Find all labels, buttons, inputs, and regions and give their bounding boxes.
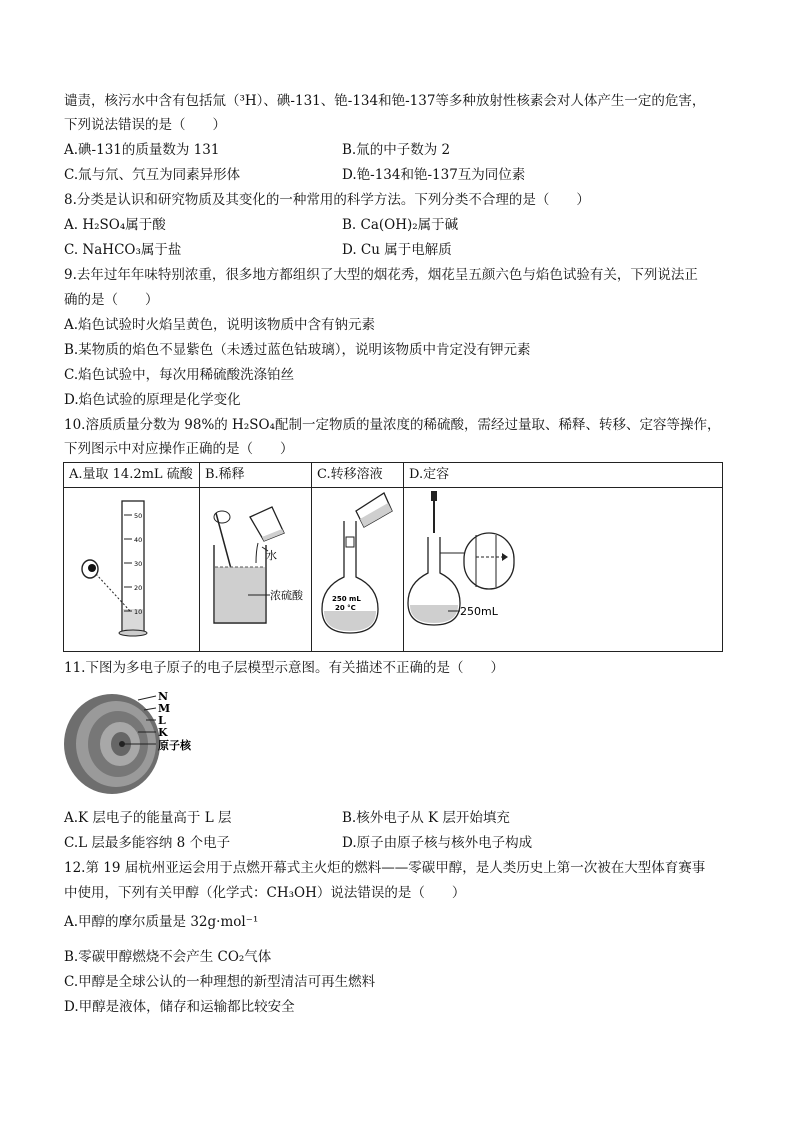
q12-stem-line1: 12.第 19 届杭州亚运会用于点燃开幕式主火炬的燃料——零碳甲醇，是人类历史上第一次被在大型体育赛事 bbox=[64, 860, 706, 876]
shell-label-n: N bbox=[158, 690, 169, 703]
q7-stem-line2: 下列说法错误的是（ ） bbox=[64, 117, 226, 133]
q11-option-c: C.L 层最多能容纳 8 个电子 bbox=[64, 835, 231, 851]
q12-stem-line2: 中使用，下列有关甲醇（化学式：CH₃OH）说法错误的是（ ） bbox=[64, 885, 466, 901]
q12-option-d: D.甲醇是液体，储存和运输都比较安全 bbox=[64, 999, 295, 1015]
q8-option-a: A. H₂SO₄属于酸 bbox=[64, 217, 166, 233]
q7-option-b: B.氚的中子数为 2 bbox=[342, 142, 451, 158]
q8-option-b: B. Ca(OH)₂属于碱 bbox=[342, 217, 459, 233]
water-label: 水 bbox=[266, 549, 277, 562]
graduated-cylinder-figure bbox=[64, 487, 200, 651]
shell-label-k: K bbox=[158, 726, 168, 739]
tick-20: 20 bbox=[134, 584, 143, 592]
q7-option-c: C.氚与氘、氕互为同素异形体 bbox=[64, 167, 241, 183]
acid-label: 浓硫酸 bbox=[270, 589, 303, 602]
q9-stem-line2: 确的是（ ） bbox=[64, 292, 159, 308]
q12-option-b: B.零碳甲醇燃烧不会产生 CO₂气体 bbox=[64, 949, 272, 965]
q10-stem-line1: 10.溶质质量分数为 98%的 H₂SO₄配制一定物质的量浓度的稀硫酸，需经过量取、稀释、转移、定容等操作， bbox=[64, 417, 721, 433]
nucleus-label: 原子核 bbox=[158, 739, 191, 752]
cell-b bbox=[200, 463, 312, 651]
q9-option-d: D.焰色试验的原理是化学变化 bbox=[64, 392, 241, 408]
making-up-volume-figure bbox=[404, 487, 534, 651]
tick-10: 10 bbox=[134, 608, 143, 616]
q7-option-d: D.铯-134和铯-137互为同位素 bbox=[342, 167, 526, 183]
q12-option-c: C.甲醇是全球公认的一种理想的新型清洁可再生燃料 bbox=[64, 974, 376, 990]
q8-stem: 8.分类是认识和研究物质及其变化的一种常用的科学方法。下列分类不合理的是（ ） bbox=[64, 192, 590, 208]
q9-option-b: B.某物质的焰色不显紫色（未透过蓝色钴玻璃），说明该物质中肯定没有钾元素 bbox=[64, 342, 531, 358]
cell-d bbox=[404, 463, 722, 651]
q11-option-d: D.原子由原子核与核外电子构成 bbox=[342, 835, 533, 851]
q7-option-a: A.碘-131的质量数为 131 bbox=[64, 142, 220, 158]
cell-d-label: D.定容 bbox=[409, 467, 450, 482]
q11-option-a: A.K 层电子的能量高于 L 层 bbox=[64, 810, 232, 826]
dilution-beaker-figure bbox=[200, 487, 312, 651]
tick-30: 30 bbox=[134, 560, 143, 568]
q8-option-c: C. NaHCO₃属于盐 bbox=[64, 242, 182, 258]
volume-label: 250mL bbox=[460, 605, 498, 618]
cell-c-label: C.转移溶液 bbox=[317, 467, 383, 482]
tick-40: 40 bbox=[134, 536, 143, 544]
q10-figure-table bbox=[63, 462, 723, 652]
q11-stem: 11.下图为多电子原子的电子层模型示意图。有关描述不正确的是（ ） bbox=[64, 660, 504, 676]
flask-temperature-text: 20 °C bbox=[335, 604, 356, 612]
q8-option-d: D. Cu 属于电解质 bbox=[342, 242, 452, 258]
q7-stem-line1: 谴责，核污水中含有包括氚（³H）、碘-131、铯-134和铯-137等多种放射性核素会对人体产生一定的危害， bbox=[64, 93, 706, 109]
q9-option-a: A.焰色试验时火焰呈黄色，说明该物质中含有钠元素 bbox=[64, 317, 376, 333]
flask-volume-text: 250 mL bbox=[332, 595, 361, 603]
volumetric-flask-transfer-figure bbox=[312, 487, 404, 651]
electron-shell-model-figure bbox=[60, 686, 200, 798]
q11-option-b: B.核外电子从 K 层开始填充 bbox=[342, 810, 510, 826]
cell-a bbox=[64, 463, 200, 651]
q12-option-a: A.甲醇的摩尔质量是 32g·mol⁻¹ bbox=[64, 914, 259, 930]
cell-a-label: A.量取 14.2mL 硫酸 bbox=[69, 467, 193, 482]
cell-b-label: B.稀释 bbox=[205, 467, 245, 482]
shell-label-l: L bbox=[158, 714, 166, 727]
q9-stem-line1: 9.去年过年年味特别浓重，很多地方都组织了大型的烟花秀，烟花呈五颜六色与焰色试验有关，下列说法正 bbox=[64, 267, 698, 283]
cell-c bbox=[312, 463, 404, 651]
q10-stem-line2: 下列图示中对应操作正确的是（ ） bbox=[64, 441, 294, 457]
tick-50: 50 bbox=[134, 512, 143, 520]
q9-option-c: C.焰色试验中，每次用稀硫酸洗涤铂丝 bbox=[64, 367, 295, 383]
shell-label-m: M bbox=[158, 702, 171, 715]
